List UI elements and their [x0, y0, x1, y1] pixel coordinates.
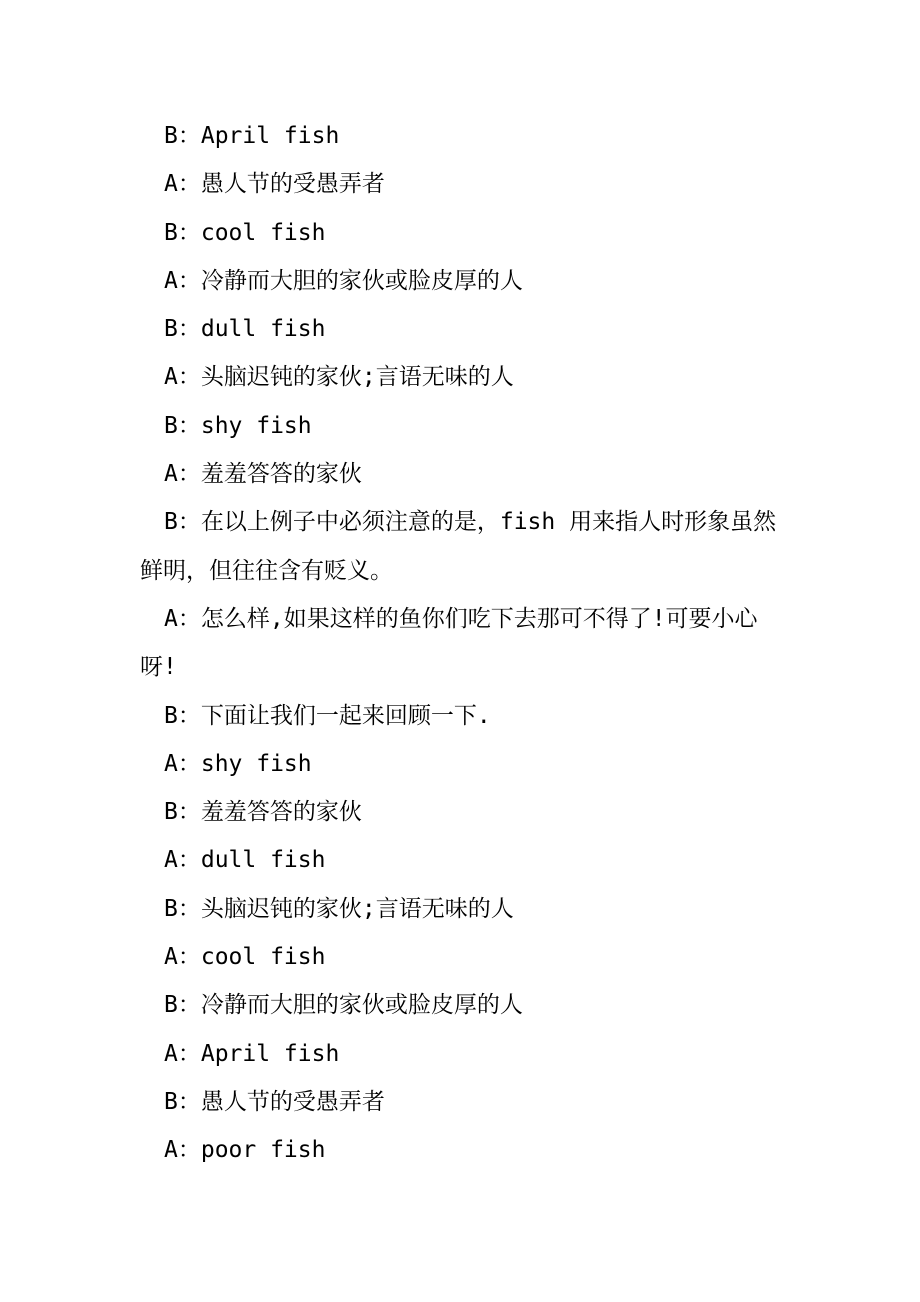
- dialogue-line: A：头脑迟钝的家伙;言语无味的人: [164, 364, 514, 391]
- dialogue-line: A：poor fish: [164, 1137, 326, 1164]
- dialogue-line: A：怎么样,如果这样的鱼你们吃下去那可不得了!可要小心呀!: [140, 605, 758, 681]
- dialogue-line: B：愚人节的受愚弄者: [164, 1088, 385, 1115]
- dialogue-line: B：头脑迟钝的家伙;言语无味的人: [164, 895, 514, 922]
- dialogue-line: A：冷静而大胆的家伙或脸皮厚的人: [164, 267, 523, 294]
- dialogue-line: B：羞羞答答的家伙: [164, 799, 362, 826]
- dialogue-line: B：shy fish: [164, 412, 312, 439]
- dialogue-line: B：在以上例子中必须注意的是，fish 用来指人时形象虽然鲜明，但往往含有贬义。: [140, 509, 777, 584]
- dialogue-line: A：羞羞答答的家伙: [164, 461, 362, 488]
- dialogue-line: B：dull fish: [164, 316, 326, 343]
- dialogue-line: A：dull fish: [164, 847, 326, 874]
- dialogue-line: B：冷静而大胆的家伙或脸皮厚的人: [164, 992, 523, 1019]
- dialogue-line: B：April fish: [164, 123, 340, 149]
- dialogue-line: B：cool fish: [164, 219, 326, 246]
- dialogue-line: B：下面让我们一起来回顾一下.: [164, 702, 491, 729]
- dialogue-line: A：愚人节的受愚弄者: [164, 171, 385, 198]
- dialogue-text: [140, 112, 780, 1175]
- dialogue-line: A：cool fish: [164, 944, 326, 971]
- dialogue-line: A：shy fish: [164, 750, 312, 777]
- dialogue-line: A：April fish: [164, 1040, 340, 1067]
